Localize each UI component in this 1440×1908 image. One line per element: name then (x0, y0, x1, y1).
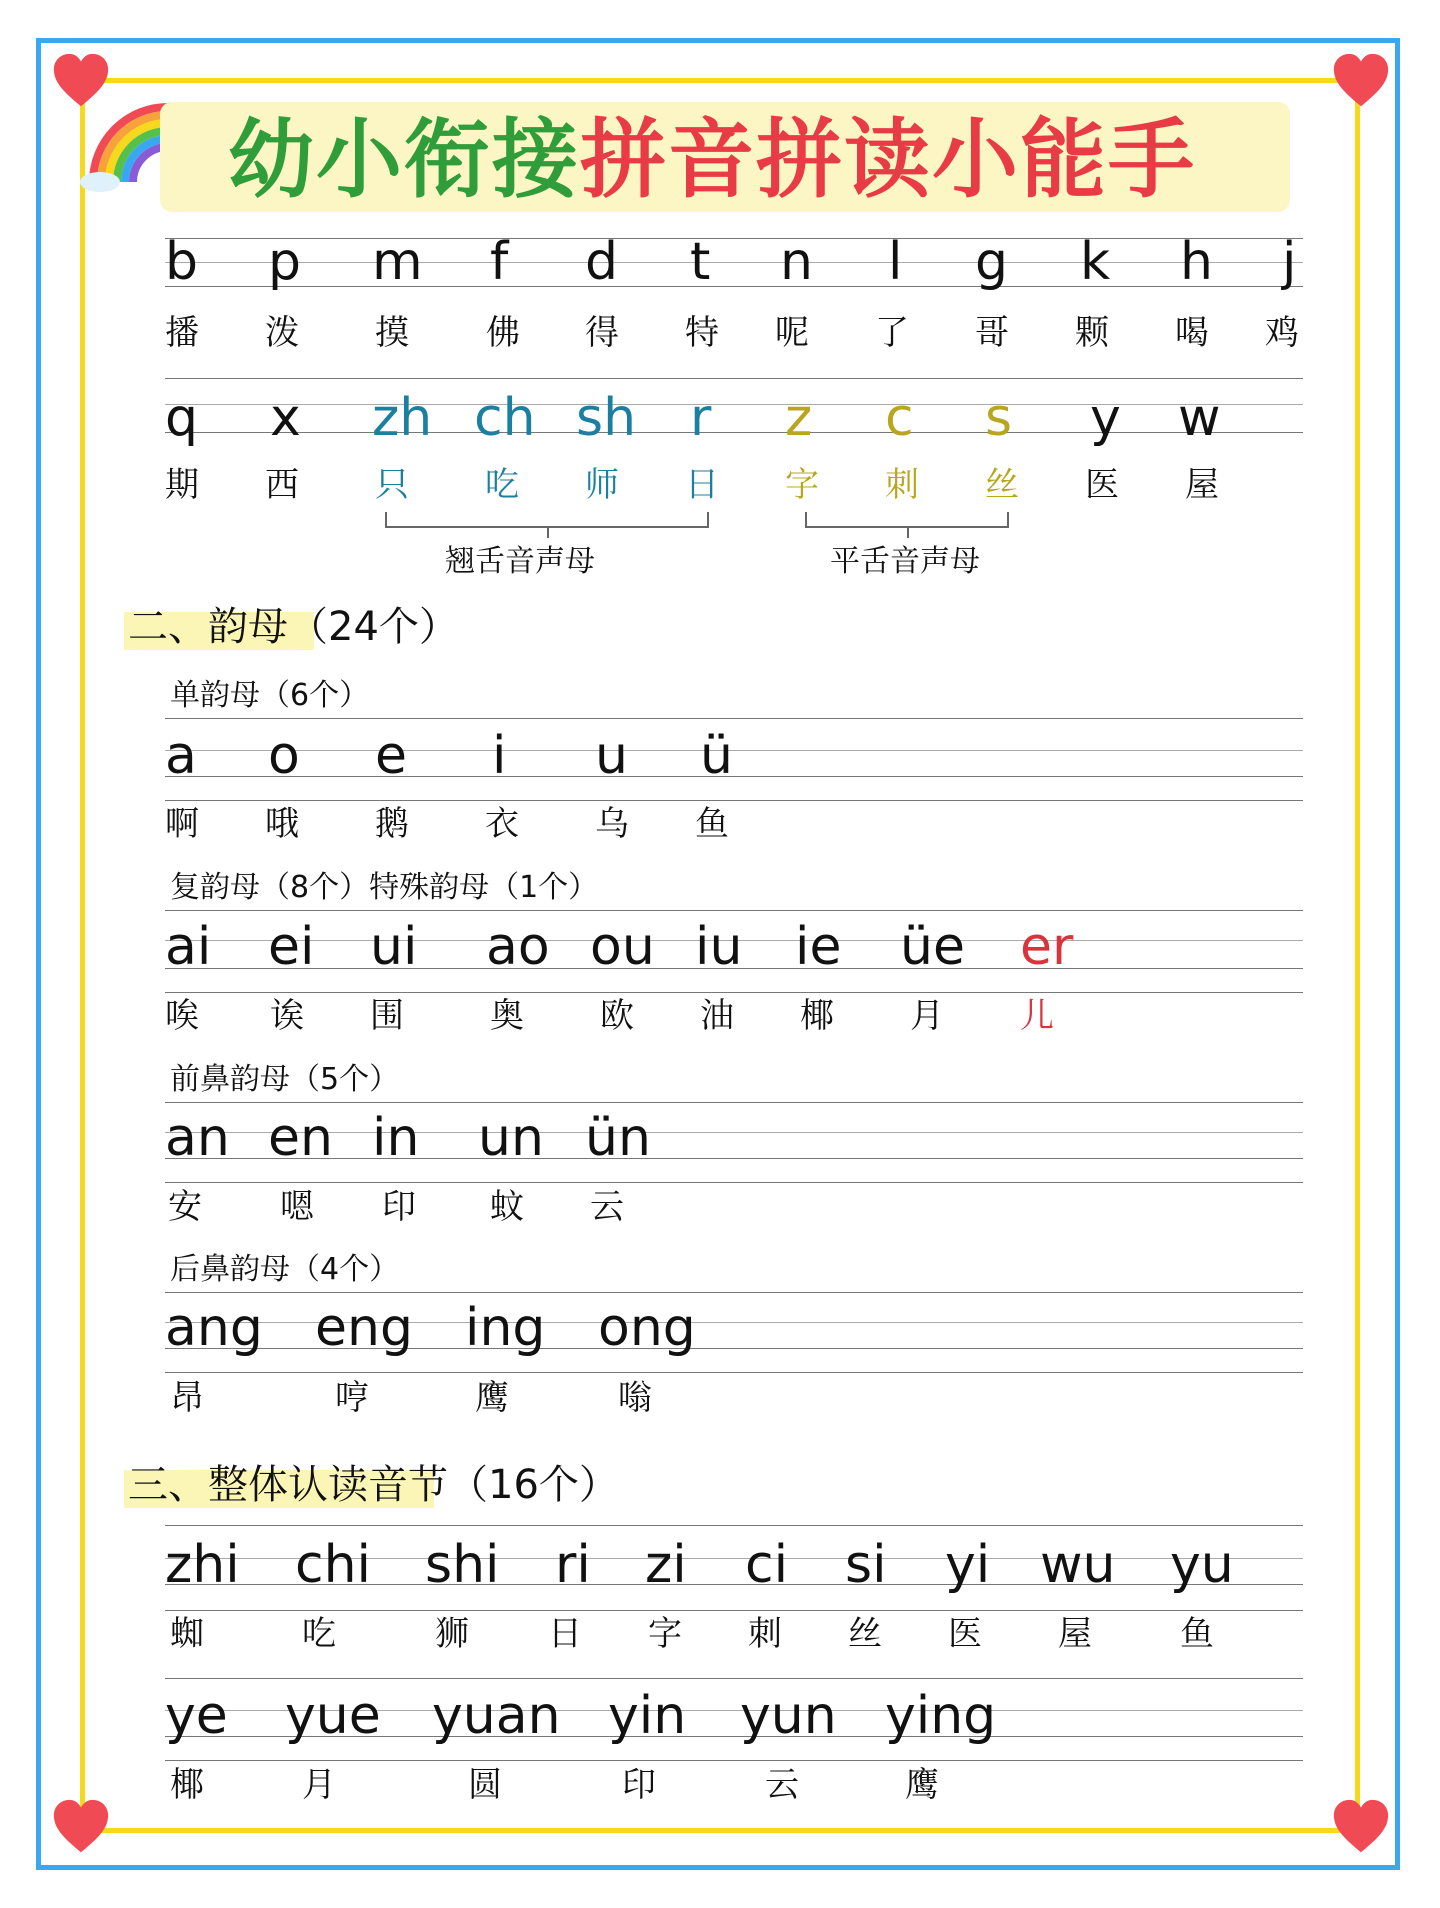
guide-line (165, 1102, 1303, 1103)
pinyin-syllable: ying (885, 1686, 997, 1746)
retroflex-bracket (385, 512, 709, 528)
example-char: 蜘 (170, 1614, 204, 1654)
guide-line (165, 1525, 1303, 1526)
pinyin-final: o (268, 726, 300, 786)
example-char: 油 (700, 996, 734, 1036)
pinyin-initial: y (1090, 388, 1121, 448)
pinyin-initial: m (372, 232, 423, 292)
title-part2: 拼音拼读小能手 (580, 110, 1196, 210)
example-char: 播 (165, 313, 199, 353)
guide-line (165, 800, 1303, 801)
example-char: 圆 (468, 1765, 502, 1805)
title-part1: 幼小衔接 (228, 110, 580, 210)
example-char: 月 (302, 1765, 336, 1805)
pinyin-flat: z (785, 388, 813, 448)
example-char: 师 (585, 465, 619, 505)
pinyin-initial: b (165, 232, 199, 292)
pinyin-special-final: er (1020, 917, 1074, 977)
pinyin-final: ui (370, 917, 418, 977)
guide-line (165, 238, 1303, 239)
pinyin-syllable: yi (945, 1535, 991, 1595)
pinyin-initial: n (780, 232, 813, 292)
example-char: 鹰 (905, 1765, 939, 1805)
example-char: 哥 (975, 313, 1009, 353)
guide-line (165, 1760, 1303, 1761)
page-title (228, 100, 1196, 220)
example-char: 颗 (1075, 313, 1109, 353)
example-char: 了 (875, 313, 909, 353)
guide-line (165, 1678, 1303, 1679)
example-char: 喝 (1175, 313, 1209, 353)
example-char: 特 (685, 313, 719, 353)
pinyin-final: ang (165, 1298, 263, 1358)
example-char: 字 (648, 1614, 682, 1654)
example-char: 摸 (375, 313, 409, 353)
example-char: 云 (590, 1187, 624, 1227)
guide-line (165, 378, 1303, 379)
example-char: 屋 (1185, 465, 1219, 505)
guide-line (165, 750, 1303, 751)
example-char: 欧 (600, 996, 634, 1036)
guide-line (165, 404, 1303, 405)
guide-line (165, 432, 1303, 433)
pinyin-syllable: si (845, 1535, 887, 1595)
guide-line (165, 1610, 1303, 1611)
guide-line (165, 776, 1303, 777)
heart-icon (1330, 50, 1392, 112)
example-char: 鱼 (695, 804, 729, 844)
pinyin-syllable: ci (745, 1535, 789, 1595)
example-char: 昂 (170, 1378, 204, 1418)
pinyin-syllable: ye (165, 1686, 228, 1746)
example-char: 呢 (775, 313, 809, 353)
example-char: 哦 (265, 804, 299, 844)
example-char: 吃 (485, 465, 519, 505)
example-char: 鱼 (1180, 1614, 1214, 1654)
pinyin-final: un (478, 1108, 544, 1168)
pinyin-final: ü (700, 726, 733, 786)
back-nasal-label: 后鼻韵母（4个） (170, 1252, 400, 1287)
pinyin-final: in (372, 1108, 420, 1168)
pinyin-syllable: yun (740, 1686, 837, 1746)
pinyin-initial: t (690, 232, 711, 292)
pinyin-initial: x (270, 388, 301, 448)
example-char: 啊 (165, 804, 199, 844)
pinyin-final: u (595, 726, 628, 786)
pinyin-final: iu (695, 917, 743, 977)
compound-finals-label: 复韵母（8个）特殊韵母（1个） (170, 870, 599, 905)
example-char: 围 (370, 996, 404, 1036)
pinyin-final: ai (165, 917, 212, 977)
example-char: 得 (585, 313, 619, 353)
pinyin-syllable: yin (608, 1686, 687, 1746)
pinyin-final: üe (900, 917, 965, 977)
pinyin-final: ong (598, 1298, 696, 1358)
pinyin-final: ou (590, 917, 655, 977)
pinyin-retroflex: zh (372, 388, 433, 448)
example-char: 印 (622, 1765, 656, 1805)
finals-heading: 二、韵母（24个） (128, 604, 459, 650)
syllables-heading: 三、整体认读音节（16个） (128, 1462, 619, 1508)
guide-line (165, 992, 1303, 993)
pinyin-initial: j (1282, 232, 1297, 292)
flat-bracket (805, 512, 1009, 528)
guide-line (165, 910, 1303, 911)
pinyin-syllable: wu (1040, 1535, 1116, 1595)
heart-icon (1330, 1796, 1392, 1858)
guide-line (165, 718, 1303, 719)
pinyin-retroflex: sh (576, 388, 637, 448)
example-char: 丝 (985, 465, 1019, 505)
pinyin-initial: p (268, 232, 302, 292)
guide-line (165, 1182, 1303, 1183)
pinyin-retroflex: ch (474, 388, 536, 448)
retroflex-label: 翘舌音声母 (445, 544, 595, 579)
example-char: 奥 (490, 996, 524, 1036)
pinyin-final: a (165, 726, 197, 786)
example-char: 月 (910, 996, 944, 1036)
pinyin-initial: l (888, 232, 903, 292)
pinyin-final: i (492, 726, 507, 786)
pinyin-syllable: chi (295, 1535, 371, 1595)
example-char: 鹰 (475, 1378, 509, 1418)
example-char: 吃 (302, 1614, 336, 1654)
pinyin-initial: g (975, 232, 1009, 292)
example-char: 哼 (335, 1378, 369, 1418)
example-char: 丝 (848, 1614, 882, 1654)
example-char: 鹅 (375, 804, 409, 844)
example-char: 诶 (270, 996, 304, 1036)
example-char: 日 (548, 1614, 582, 1654)
pinyin-final: ao (486, 917, 550, 977)
example-char: 字 (785, 465, 819, 505)
pinyin-initial: d (585, 232, 619, 292)
pinyin-initial: q (165, 388, 199, 448)
example-char: 日 (685, 465, 719, 505)
front-nasal-label: 前鼻韵母（5个） (170, 1062, 400, 1097)
pinyin-syllable: zhi (165, 1535, 240, 1595)
pinyin-flat: c (885, 388, 914, 448)
example-char: 云 (765, 1765, 799, 1805)
flat-label: 平舌音声母 (830, 544, 980, 579)
pinyin-final: ün (585, 1108, 651, 1168)
pinyin-syllable: zi (645, 1535, 687, 1595)
example-char: 西 (265, 465, 299, 505)
pinyin-flat: s (985, 388, 1013, 448)
example-char: 蚊 (490, 1187, 524, 1227)
pinyin-retroflex: r (690, 388, 712, 448)
example-char: 衣 (485, 804, 519, 844)
pinyin-initial: f (490, 232, 509, 292)
heart-icon (50, 1796, 112, 1858)
example-char: 乌 (595, 804, 629, 844)
simple-finals-label: 单韵母（6个） (170, 678, 370, 713)
pinyin-syllable: shi (425, 1535, 500, 1595)
example-char: 刺 (748, 1614, 782, 1654)
pinyin-syllable: yue (285, 1686, 381, 1746)
pinyin-final: e (375, 726, 407, 786)
pinyin-final: en (268, 1108, 333, 1168)
example-char: 椰 (800, 996, 834, 1036)
pinyin-final: ei (268, 917, 315, 977)
example-char: 狮 (435, 1614, 469, 1654)
guide-line (165, 1132, 1303, 1133)
pinyin-syllable: yuan (432, 1686, 561, 1746)
example-char: 泼 (265, 313, 299, 353)
pinyin-initial: h (1180, 232, 1213, 292)
guide-line (165, 1372, 1303, 1373)
pinyin-final: ing (465, 1298, 546, 1358)
example-char: 医 (948, 1614, 982, 1654)
example-char: 嗡 (618, 1378, 652, 1418)
example-char: 只 (375, 465, 409, 505)
example-char: 儿 (1020, 996, 1054, 1036)
example-char: 佛 (486, 313, 520, 353)
example-char: 安 (168, 1187, 202, 1227)
guide-line (165, 286, 1303, 287)
pinyin-syllable: ri (555, 1535, 591, 1595)
example-char: 印 (382, 1187, 416, 1227)
pinyin-syllable: yu (1170, 1535, 1234, 1595)
example-char: 椰 (170, 1765, 204, 1805)
pinyin-final: ie (795, 917, 842, 977)
example-char: 医 (1085, 465, 1119, 505)
guide-line (165, 1158, 1303, 1159)
example-char: 期 (165, 465, 199, 505)
example-char: 鸡 (1265, 313, 1299, 353)
guide-line (165, 262, 1303, 263)
example-char: 嗯 (280, 1187, 314, 1227)
pinyin-initial: k (1080, 232, 1111, 292)
pinyin-initial: w (1178, 388, 1221, 448)
example-char: 唉 (165, 996, 199, 1036)
pinyin-final: eng (315, 1298, 413, 1358)
guide-line (165, 1292, 1303, 1293)
pinyin-final: an (165, 1108, 230, 1168)
example-char: 刺 (885, 465, 919, 505)
example-char: 屋 (1058, 1614, 1092, 1654)
